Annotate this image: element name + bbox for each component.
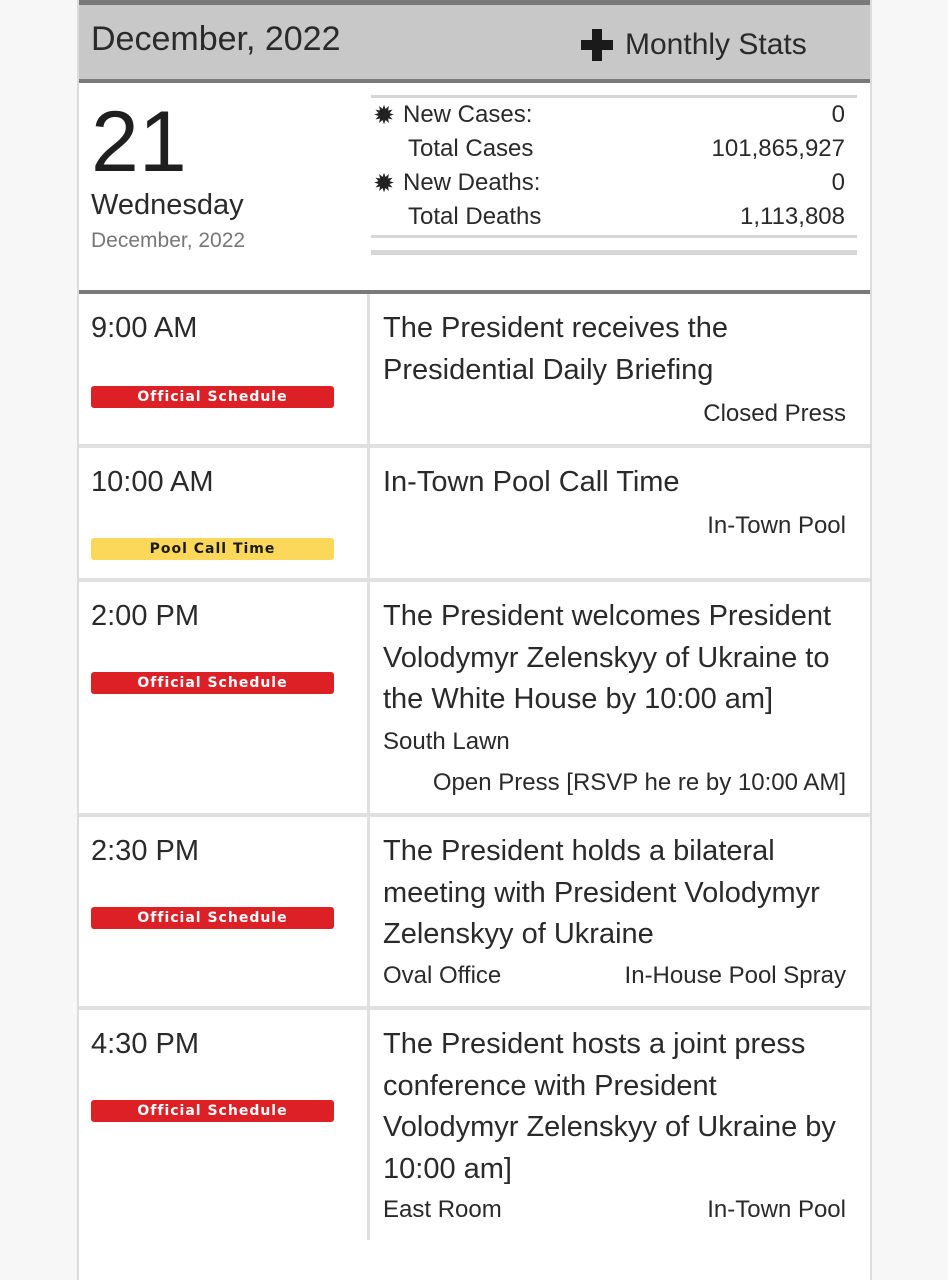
event-press: In-House Pool Spray [624,962,846,989]
covid-row-new-deaths [371,166,857,200]
event-press: Open Press [RSVP he re by 10:00 AM] [432,769,846,796]
event-location: East Room [383,1196,502,1223]
covid-row-new-cases [371,98,857,132]
event-time: 2:30 PM [91,835,199,867]
day-weekday: Wednesday [91,189,244,221]
page-bottom [79,1240,870,1280]
pool-call-time-badge: Pool Call Time [91,538,334,560]
event-time-cell [79,817,370,1006]
event-location: Oval Office [383,962,502,989]
covid-label: Total Deaths [408,203,542,230]
event-press: In-Town Pool [707,1196,846,1223]
event-row[interactable] [79,582,870,817]
event-location: South Lawn [383,728,510,755]
event-row[interactable] [79,448,870,582]
event-press: Closed Press [703,400,846,427]
event-row[interactable] [79,817,870,1010]
day-number: 21 [91,94,187,190]
divider [371,235,857,238]
covid-value: 0 [831,169,845,196]
covid-stats [371,95,857,234]
covid-value: 1,113,808 [740,203,845,230]
covid-label: Total Cases [408,135,534,162]
event-details [370,1010,870,1240]
event-details [370,582,870,813]
event-description: The President welcomes President Volodymyr Zelenskyy of Ukraine to the White House by 10:00 am] [383,600,832,715]
covid-row-total-cases [371,132,857,166]
covid-label: New Cases: [403,101,533,128]
event-details [370,294,870,444]
event-details [370,448,870,578]
day-month: December, 2022 [91,229,246,252]
event-time: 4:30 PM [91,1028,199,1060]
month-header [79,0,870,83]
monthly-stats-label: Monthly Stats [625,28,807,61]
day-summary [79,83,870,294]
gear-icon: ✹ [373,168,395,198]
event-row[interactable] [79,1010,870,1244]
event-time: 10:00 AM [91,466,214,498]
gear-icon: ✹ [373,100,395,130]
event-time-cell [79,1010,370,1240]
event-description: The President receives the Presidential Daily Briefing [383,312,728,386]
month-title: December, 2022 [91,20,341,58]
schedule-page [77,0,872,1280]
event-time: 2:00 PM [91,600,199,632]
covid-row-total-deaths [371,200,857,234]
event-description: The President holds a bilateral meeting with President Volodymyr Zelenskyy of Ukraine [383,835,820,950]
monthly-stats-button[interactable] [581,23,807,67]
covid-value: 0 [831,101,845,128]
event-time-cell [79,448,370,578]
event-details [370,817,870,1006]
event-time-cell [79,294,370,444]
plus-icon [581,29,613,61]
covid-value: 101,865,927 [711,135,845,162]
event-description: In-Town Pool Call Time [383,466,680,498]
event-description: The President hosts a joint press conference with President Volodymyr Zelenskyy of Ukraine by 10:00 am] [383,1028,836,1185]
official-schedule-badge: Official Schedule [91,672,334,694]
covid-label: New Deaths: [403,169,541,196]
official-schedule-badge: Official Schedule [91,1100,334,1122]
event-time: 9:00 AM [91,312,198,344]
event-press: In-Town Pool [707,512,846,539]
official-schedule-badge: Official Schedule [91,907,334,929]
event-row[interactable] [79,294,870,448]
official-schedule-badge: Official Schedule [91,386,334,408]
divider [371,250,857,255]
event-time-cell [79,582,370,813]
